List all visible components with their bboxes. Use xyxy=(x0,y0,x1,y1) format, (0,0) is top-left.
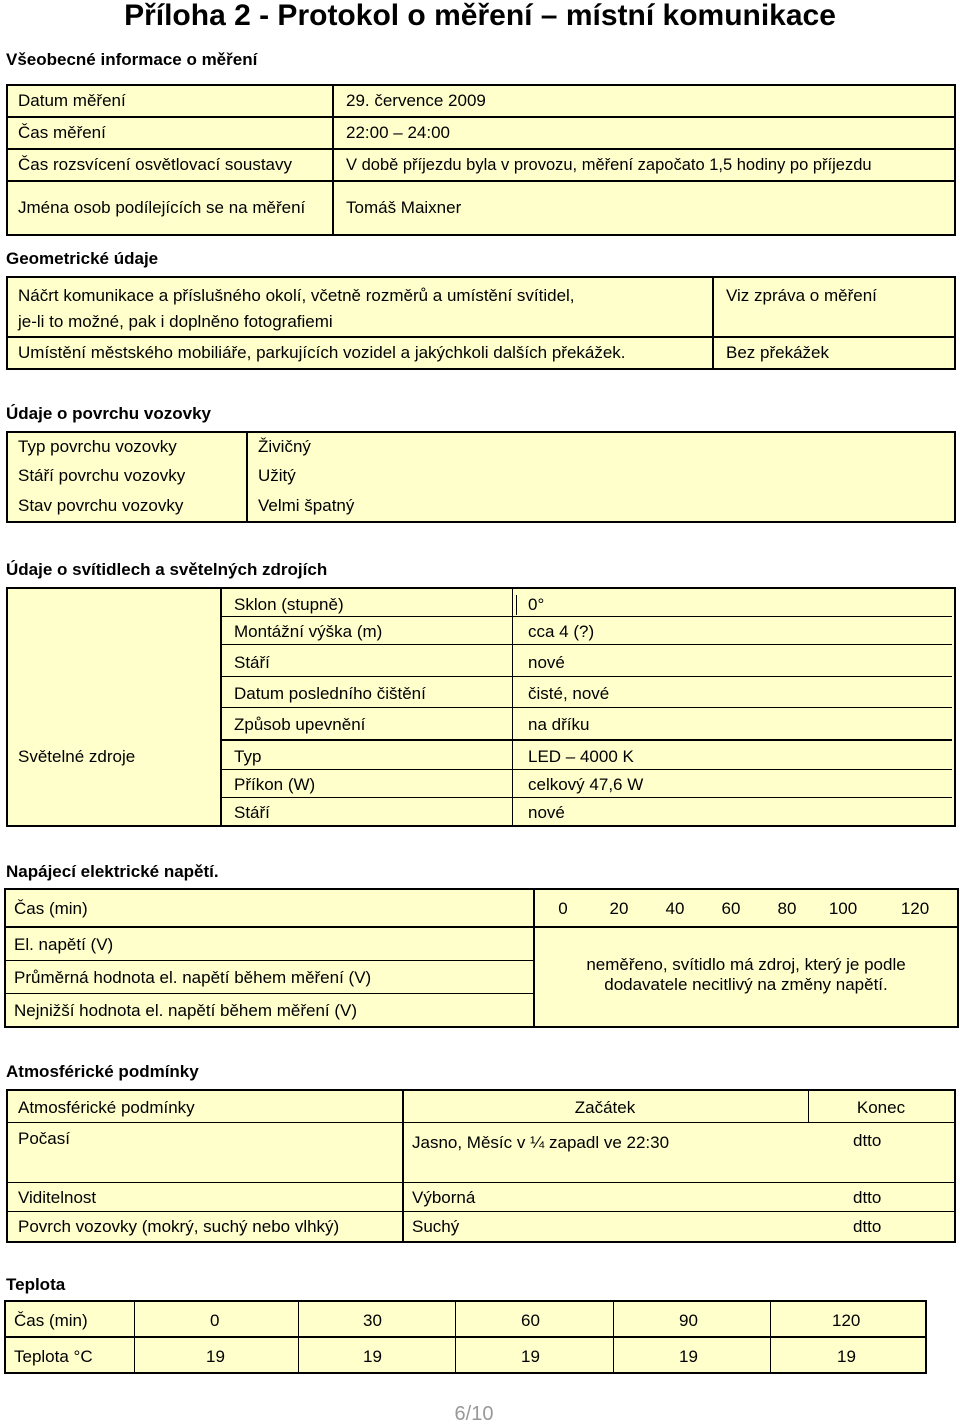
voltage-label-el: El. napětí (V) xyxy=(14,935,114,954)
atmosphere-row-weather xyxy=(8,1123,954,1183)
geometric-sketch-value: Viz zpráva o měření xyxy=(714,278,954,338)
temperature-time-label: Čas (min) xyxy=(14,1311,88,1330)
geometric-sketch-label xyxy=(8,278,714,338)
voltage-time-row xyxy=(6,890,957,928)
general-heading: Všeobecné informace o měření xyxy=(6,50,258,69)
source-label-age: Stáří xyxy=(234,803,270,822)
atmosphere-start-weather: Jasno, Měsíc v ¼ zapadl ve 22:30 xyxy=(412,1133,670,1152)
atmosphere-divider-1 xyxy=(402,1091,404,1241)
temperature-value-120: 19 xyxy=(837,1347,856,1366)
atmosphere-label-surface: Povrch vozovky (mokrý, suchý nebo vlhký) xyxy=(18,1217,340,1236)
luminaires-divider xyxy=(512,589,513,825)
source-row-age xyxy=(222,798,952,825)
temperature-time-30: 30 xyxy=(363,1311,382,1330)
voltage-time-20: 20 xyxy=(609,899,629,918)
surface-label-condition: Stav povrchu vozovky xyxy=(8,490,248,521)
luminaire-row-mounting xyxy=(222,708,952,741)
luminaire-label-mounting: Způsob upevnění xyxy=(234,715,366,734)
voltage-note xyxy=(533,928,957,1026)
general-value-persons: Tomáš Maixner xyxy=(346,198,462,217)
luminaires-heading: Údaje o svítidlech a světelných zdrojích xyxy=(6,560,328,579)
atmosphere-col-conditions: Atmosférické podmínky xyxy=(18,1098,195,1117)
voltage-time-120: 120 xyxy=(900,899,930,918)
atmosphere-end-visibility: dtto xyxy=(853,1188,882,1207)
source-row-power xyxy=(222,770,952,798)
voltage-row-min xyxy=(6,994,533,1026)
temperature-divider-0 xyxy=(134,1302,135,1372)
luminaire-label-cleaning: Datum posledního čištění xyxy=(234,684,426,703)
atmosphere-end-weather: dtto xyxy=(853,1131,882,1150)
geometric-sketch-label-line1: Náčrt komunikace a příslušného okolí, včetně rozměrů a umístění svítidel, xyxy=(18,286,575,305)
atmosphere-col-start: Začátek xyxy=(574,1098,636,1117)
general-value-time: 22:00 – 24:00 xyxy=(334,118,954,150)
voltage-time-0: 0 xyxy=(558,899,568,918)
luminaire-row-age xyxy=(222,645,952,677)
voltage-time-100: 100 xyxy=(828,899,858,918)
voltage-note-line2: dodavatele necitlivý na změny napětí. xyxy=(604,975,888,994)
temperature-time-0: 0 xyxy=(210,1311,220,1330)
luminaire-value-tilt: 0° xyxy=(528,595,545,614)
luminaire-value-mounting: na dříku xyxy=(528,715,590,734)
source-row-type xyxy=(222,741,952,770)
atmosphere-label-visibility: Viditelnost xyxy=(18,1188,97,1207)
surface-value-type: Živičný xyxy=(258,437,311,457)
atmosphere-start-surface: Suchý xyxy=(412,1217,460,1236)
luminaire-value-age: nové xyxy=(528,653,565,672)
atmosphere-col-end: Konec xyxy=(856,1098,906,1117)
source-value-type: LED – 4000 K xyxy=(528,747,634,766)
atmosphere-divider-2 xyxy=(808,1091,809,1122)
source-label-type: Typ xyxy=(234,747,262,766)
general-value-date: 29. července 2009 xyxy=(334,86,954,118)
general-label-date: Datum měření xyxy=(8,86,334,118)
temperature-time-120: 120 xyxy=(832,1311,861,1330)
atmosphere-row-surface xyxy=(8,1212,954,1241)
atmosphere-label-weather: Počasí xyxy=(18,1129,70,1148)
temperature-table xyxy=(4,1300,927,1374)
general-label-switch-on: Čas rozsvícení osvětlovací soustavy xyxy=(8,150,334,182)
geometric-furniture-value: Bez překážek xyxy=(726,343,829,362)
voltage-heading: Napájecí elektrické napětí. xyxy=(6,862,219,881)
geometric-furniture-label: Umístění městského mobiliáře, parkujících vozidel a jakýchkoli dalších překážek. xyxy=(8,338,714,368)
luminaire-label-height: Montážní výška (m) xyxy=(234,622,383,641)
temperature-value-row xyxy=(6,1338,925,1372)
temperature-label: Teplota °C xyxy=(14,1347,93,1366)
surface-heading: Údaje o povrchu vozovky xyxy=(6,404,211,423)
atmosphere-heading: Atmosférické podmínky xyxy=(6,1062,199,1081)
luminaire-rows xyxy=(222,589,954,740)
source-value-power: celkový 47,6 W xyxy=(528,775,644,794)
luminaire-row-height xyxy=(222,617,952,645)
temperature-heading: Teplota xyxy=(6,1275,66,1294)
temperature-value-90: 19 xyxy=(679,1347,698,1366)
geometric-heading: Geometrické údaje xyxy=(6,249,159,268)
atmosphere-table xyxy=(6,1089,956,1243)
surface-table xyxy=(6,431,956,523)
temperature-time-row xyxy=(6,1302,925,1338)
voltage-table xyxy=(4,888,959,1028)
luminaires-table xyxy=(6,587,956,827)
voltage-time-40: 40 xyxy=(665,899,685,918)
voltage-time-80: 80 xyxy=(777,899,797,918)
luminaire-label-age: Stáří xyxy=(234,653,270,672)
general-table xyxy=(6,84,956,236)
voltage-label-average: Průměrná hodnota el. napětí během měření (V) xyxy=(14,968,372,987)
temperature-time-90: 90 xyxy=(679,1311,698,1330)
surface-value-age: Užitý xyxy=(258,465,296,485)
source-value-age: nové xyxy=(528,803,565,822)
general-label-persons: Jména osob podílejících se na měření xyxy=(8,182,334,234)
light-sources-label: Světelné zdroje xyxy=(18,747,136,766)
luminaire-row-cleaning xyxy=(222,677,952,708)
atmosphere-header-row xyxy=(8,1091,954,1123)
page-number: 6/10 xyxy=(454,1403,494,1425)
surface-value-condition: Velmi špatný xyxy=(258,495,355,515)
temperature-value-60: 19 xyxy=(521,1347,540,1366)
voltage-label-min: Nejnižší hodnota el. napětí během měření (V) xyxy=(14,1001,358,1020)
surface-label-type: Typ povrchu vozovky xyxy=(8,433,248,462)
geometric-table xyxy=(6,276,956,370)
source-rows xyxy=(222,741,954,825)
luminaire-label-tilt: Sklon (stupně) xyxy=(234,595,517,615)
temperature-divider-3 xyxy=(613,1302,614,1372)
temperature-divider-1 xyxy=(298,1302,299,1372)
atmosphere-row-visibility xyxy=(8,1183,954,1212)
page-title: Příloha 2 - Protokol o měření – místní komunikace xyxy=(124,0,836,32)
voltage-note-line1: neměřeno, svítidlo má zdroj, který je podle xyxy=(586,955,906,974)
general-label-time: Čas měření xyxy=(8,118,334,150)
luminaires-left-column xyxy=(8,589,222,825)
temperature-time-60: 60 xyxy=(521,1311,540,1330)
temperature-divider-4 xyxy=(770,1302,771,1372)
luminaire-row-tilt xyxy=(222,589,952,617)
voltage-row-el xyxy=(6,928,533,961)
voltage-times xyxy=(533,890,959,926)
general-value-switch-on: V době příjezdu byla v provozu, měření započato 1,5 hodiny po příjezdu xyxy=(334,150,954,182)
temperature-value-0: 19 xyxy=(206,1347,225,1366)
surface-label-age: Stáří povrchu vozovky xyxy=(8,462,248,491)
temperature-value-30: 19 xyxy=(363,1347,382,1366)
geometric-sketch-label-line2: je-li to možné, pak i doplněno fotografiemi xyxy=(18,312,333,331)
voltage-row-average xyxy=(6,961,533,994)
atmosphere-end-surface: dtto xyxy=(853,1217,882,1236)
luminaire-value-height: cca 4 (?) xyxy=(528,622,595,641)
temperature-divider-2 xyxy=(455,1302,456,1372)
luminaire-value-cleaning: čisté, nové xyxy=(528,684,610,703)
voltage-time-label: Čas (min) xyxy=(14,899,88,918)
source-label-power: Příkon (W) xyxy=(234,775,316,794)
atmosphere-start-visibility: Výborná xyxy=(412,1188,476,1207)
voltage-time-60: 60 xyxy=(721,899,741,918)
